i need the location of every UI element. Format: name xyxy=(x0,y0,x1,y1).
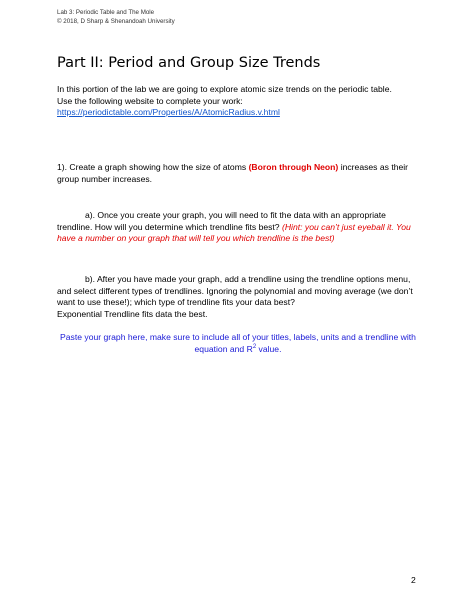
question-a-text: a). Once you create your graph, you will need to fit the data with an appropriate trendline. How will you determine which trendline fits best? xyxy=(57,210,386,232)
question-1-highlight: (Boron through Neon) xyxy=(248,162,339,172)
section-title: Part II: Period and Group Size Trends xyxy=(57,55,321,71)
paste-line-2-before: equation and R xyxy=(194,343,253,354)
header-line-1: Lab 3: Periodic Table and The Mole xyxy=(57,9,155,16)
paste-line-1: Paste your graph here, make sure to include all of your titles, labels, units and a trendline with xyxy=(60,332,416,342)
question-1-text-before: 1). Create a graph showing how the size of atoms xyxy=(57,162,249,172)
question-a xyxy=(57,210,419,245)
page-number: 2 xyxy=(411,575,416,585)
r-squared-superscript: 2 xyxy=(252,343,257,350)
paste-graph-instruction xyxy=(57,332,419,355)
question-b-answer: Exponential Trendline fits data the best. xyxy=(57,308,208,319)
page-header xyxy=(57,8,175,26)
intro-paragraph xyxy=(57,84,419,119)
paste-line-2-after: value. xyxy=(256,343,282,354)
intro-line-1: In this portion of the lab we are going to explore atomic size trends on the periodic table. xyxy=(57,84,392,94)
question-b-text: b). After you have made your graph, add a trendline using the trendline options menu, and select different types of trendlines. Ignoring the polynomial and moving average (we don’t want to use these!); which type of trendline fits your data best? xyxy=(57,274,413,307)
question-b xyxy=(57,274,419,320)
question-1-text-after: increases as their group number increases. xyxy=(57,162,409,184)
intro-line-2: Use the following website to complete your work: xyxy=(57,95,243,106)
atomic-radius-link[interactable]: https://periodictable.com/Properties/A/AtomicRadius.v.html xyxy=(57,107,280,117)
header-line-2: © 2018, D Sharp & Shenandoah University xyxy=(57,18,175,25)
question-1 xyxy=(57,162,419,185)
question-a-hint: (Hint: you can’t just eyeball it. You have a number on your graph that will tell you which trendline is the best) xyxy=(57,221,411,243)
